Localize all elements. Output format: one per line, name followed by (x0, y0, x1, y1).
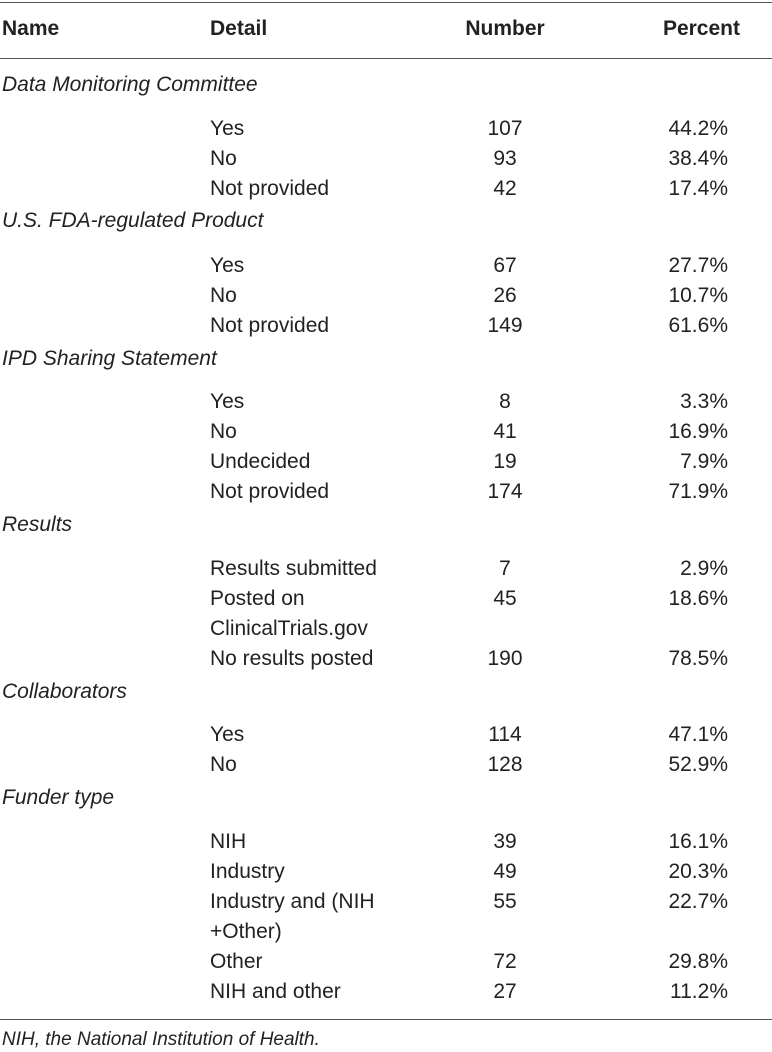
header-detail: Detail (210, 17, 268, 40)
cell-number: 39 (493, 830, 517, 853)
cell-number: 42 (493, 177, 517, 200)
table-footnote: NIH, the National Institution of Health. (2, 1029, 320, 1050)
cell-number: 93 (493, 147, 517, 170)
cell-percent: 52.9% (668, 753, 728, 776)
cell-detail: NIH (210, 830, 247, 853)
cell-number: 26 (493, 284, 517, 307)
cell-percent: 17.4% (668, 177, 728, 200)
table-row (0, 144, 772, 174)
cell-number: 8 (499, 390, 511, 413)
section-title-results: Results (2, 513, 73, 536)
cell-detail: Not provided (210, 480, 330, 503)
cell-number: 41 (493, 420, 517, 443)
cell-detail: Yes (210, 117, 245, 140)
section-title-collaborators: Collaborators (2, 680, 127, 703)
cell-number: 128 (487, 753, 523, 776)
header-name: Name (2, 17, 60, 40)
cell-number: 55 (493, 890, 517, 913)
cell-detail-line1: Posted on (210, 587, 305, 610)
cell-detail: Other (210, 950, 263, 973)
table-row (0, 251, 772, 281)
cell-number: 107 (487, 117, 523, 140)
cell-detail: Not provided (210, 314, 330, 337)
cell-detail: No results posted (210, 647, 374, 670)
table-row (0, 311, 772, 341)
cell-percent: 20.3% (668, 860, 728, 883)
cell-percent: 71.9% (668, 480, 728, 503)
table-row (0, 447, 772, 477)
cell-detail-line1: Industry and (NIH (210, 890, 375, 913)
table-row (0, 644, 772, 674)
table-row (0, 554, 772, 584)
cell-percent: 44.2% (668, 117, 728, 140)
cell-detail: Undecided (210, 450, 311, 473)
cell-detail: Industry (210, 860, 285, 883)
cell-number: 174 (487, 480, 523, 503)
cell-percent: 27.7% (668, 254, 728, 277)
cell-percent: 47.1% (668, 723, 728, 746)
table-row (0, 584, 772, 614)
cell-detail: NIH and other (210, 980, 341, 1003)
table-row (0, 857, 772, 887)
table-header-rule (0, 58, 772, 59)
cell-number: 45 (493, 587, 517, 610)
section-title-funder-type: Funder type (2, 786, 115, 809)
cell-number: 49 (493, 860, 517, 883)
table-row (0, 387, 772, 417)
cell-detail: Not provided (210, 177, 330, 200)
section-title-ipd-sharing-statement: IPD Sharing Statement (2, 347, 217, 370)
cell-number: 19 (493, 450, 517, 473)
cell-number: 190 (487, 647, 523, 670)
cell-percent: 3.3% (680, 390, 728, 413)
table-row (0, 947, 772, 977)
table-row (0, 114, 772, 144)
cell-number: 27 (493, 980, 517, 1003)
cell-number: 72 (493, 950, 517, 973)
cell-detail: No (210, 753, 237, 776)
table-row (0, 827, 772, 857)
cell-detail-line2: ClinicalTrials.gov (210, 617, 368, 640)
cell-detail: No (210, 420, 237, 443)
header-percent: Percent (662, 17, 740, 40)
cell-percent: 2.9% (680, 557, 728, 580)
section-title-fda-regulated-product: U.S. FDA-regulated Product (2, 209, 264, 232)
cell-percent: 61.6% (668, 314, 728, 337)
table-row (0, 281, 772, 311)
cell-percent: 7.9% (680, 450, 728, 473)
cell-detail: Yes (210, 254, 245, 277)
cell-number: 114 (488, 723, 522, 746)
cell-number: 149 (487, 314, 523, 337)
cell-detail: No (210, 284, 237, 307)
table-bottom-rule (0, 1019, 772, 1020)
cell-percent: 78.5% (668, 647, 728, 670)
cell-percent: 22.7% (668, 890, 728, 913)
table-row-continuation (0, 917, 772, 947)
table-row (0, 887, 772, 917)
cell-detail: Yes (210, 390, 245, 413)
table-row (0, 477, 772, 507)
table-row-continuation (0, 614, 772, 644)
table-top-rule (0, 2, 772, 3)
table-row (0, 750, 772, 780)
table-row (0, 174, 772, 204)
table-row (0, 417, 772, 447)
cell-percent: 10.7% (668, 284, 728, 307)
table-row (0, 720, 772, 750)
header-number: Number (465, 17, 545, 40)
cell-percent: 16.1% (668, 830, 728, 853)
cell-percent: 16.9% (668, 420, 728, 443)
cell-detail: Yes (210, 723, 245, 746)
table-row (0, 977, 772, 1007)
cell-number: 7 (499, 557, 511, 580)
section-title-data-monitoring-committee: Data Monitoring Committee (2, 73, 258, 96)
cell-percent: 38.4% (668, 147, 728, 170)
cell-detail-line2: +Other) (210, 920, 282, 943)
cell-percent: 11.2% (670, 980, 728, 1003)
cell-detail: No (210, 147, 237, 170)
cell-number: 67 (493, 254, 517, 277)
cell-percent: 29.8% (668, 950, 728, 973)
cell-percent: 18.6% (668, 587, 728, 610)
cell-detail: Results submitted (210, 557, 377, 580)
